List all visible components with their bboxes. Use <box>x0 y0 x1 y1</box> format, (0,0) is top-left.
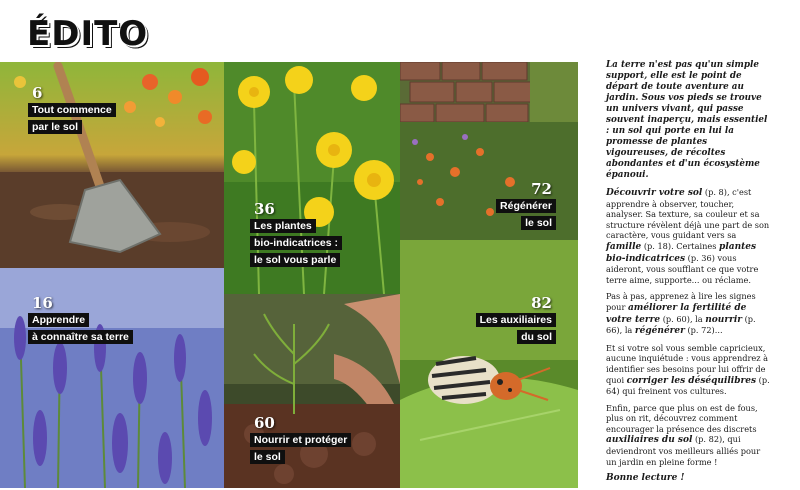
photo-beetle-leaf <box>400 240 578 488</box>
paragraph: Et si votre sol vous semble capricieux, aucune inquiétude : vous apprendrez à identifier ses besoins pour lui offrir de quoi corriger les déséquilibres (p. 64) qui freinent vos cultures. <box>606 342 770 397</box>
section-label: Nourrir et protéger le sol <box>250 432 351 466</box>
closing-line: Bonne lecture ! <box>606 473 685 484</box>
paragraph: Pas à pas, apprenez à lire les signes pour améliorer la fertilité de votre terre (p. 60), la nourrir (p. 66), la régénérer (p. 72)... <box>606 291 756 337</box>
photo-lavender <box>0 268 224 488</box>
page-number: 6 <box>32 84 43 102</box>
page-title: ÉDITO <box>27 14 149 54</box>
section-label: Régénérer le sol <box>496 198 556 232</box>
paragraph: Enfin, parce que plus on est de fous, plus on rit, découvrez comment encourager la présence des discrets auxiliaires du sol (p. 82), qui deviendront vos meilleurs alliés pour un jardin en pleine forme ! <box>606 402 761 467</box>
editorial-text <box>606 60 772 490</box>
page-number: 72 <box>531 180 552 198</box>
page-number: 16 <box>32 294 53 312</box>
section-label: Les plantes bio-indicatrices : le sol vous parle <box>250 218 342 269</box>
photo-shovel-soil <box>0 62 224 268</box>
photo-seedling-compost <box>224 294 400 488</box>
beetle-illustration <box>400 240 578 488</box>
section-label: Les auxiliaires du sol <box>476 312 556 346</box>
section-label: Tout commence par le sol <box>28 102 116 136</box>
paragraph: Découvrir votre sol (p. 8), c'est apprendre à observer, toucher, analyser. Sa texture, sa couleur et sa structure révèlent déjà une part de son caractère, vous guidant vers sa famille (p. 18). Certaines plantes bio-indicatrices (p. 36) vous aideront, vous soufflant ce que votre terre aime, supporte... ou réclame. <box>606 187 770 285</box>
page-number: 36 <box>254 200 275 218</box>
photo-stone-wall-flowers <box>400 62 578 240</box>
section-label: Apprendre à connaître sa terre <box>28 312 133 346</box>
page-number: 82 <box>531 294 552 312</box>
page-number: 60 <box>254 414 275 432</box>
lead-paragraph: La terre n'est pas qu'un simple support, elle est le point de départ de toute aventure au jardin. Sous vos pieds se trouve un univers vivant, qui passe souvent inaperçu, mais essentiel : un sol qui porte en lui la promesse de plantes vigoureuses, de récoltes abondantes et d'un écosystème épanoui. <box>606 60 768 180</box>
photo-dandelions <box>224 62 400 294</box>
